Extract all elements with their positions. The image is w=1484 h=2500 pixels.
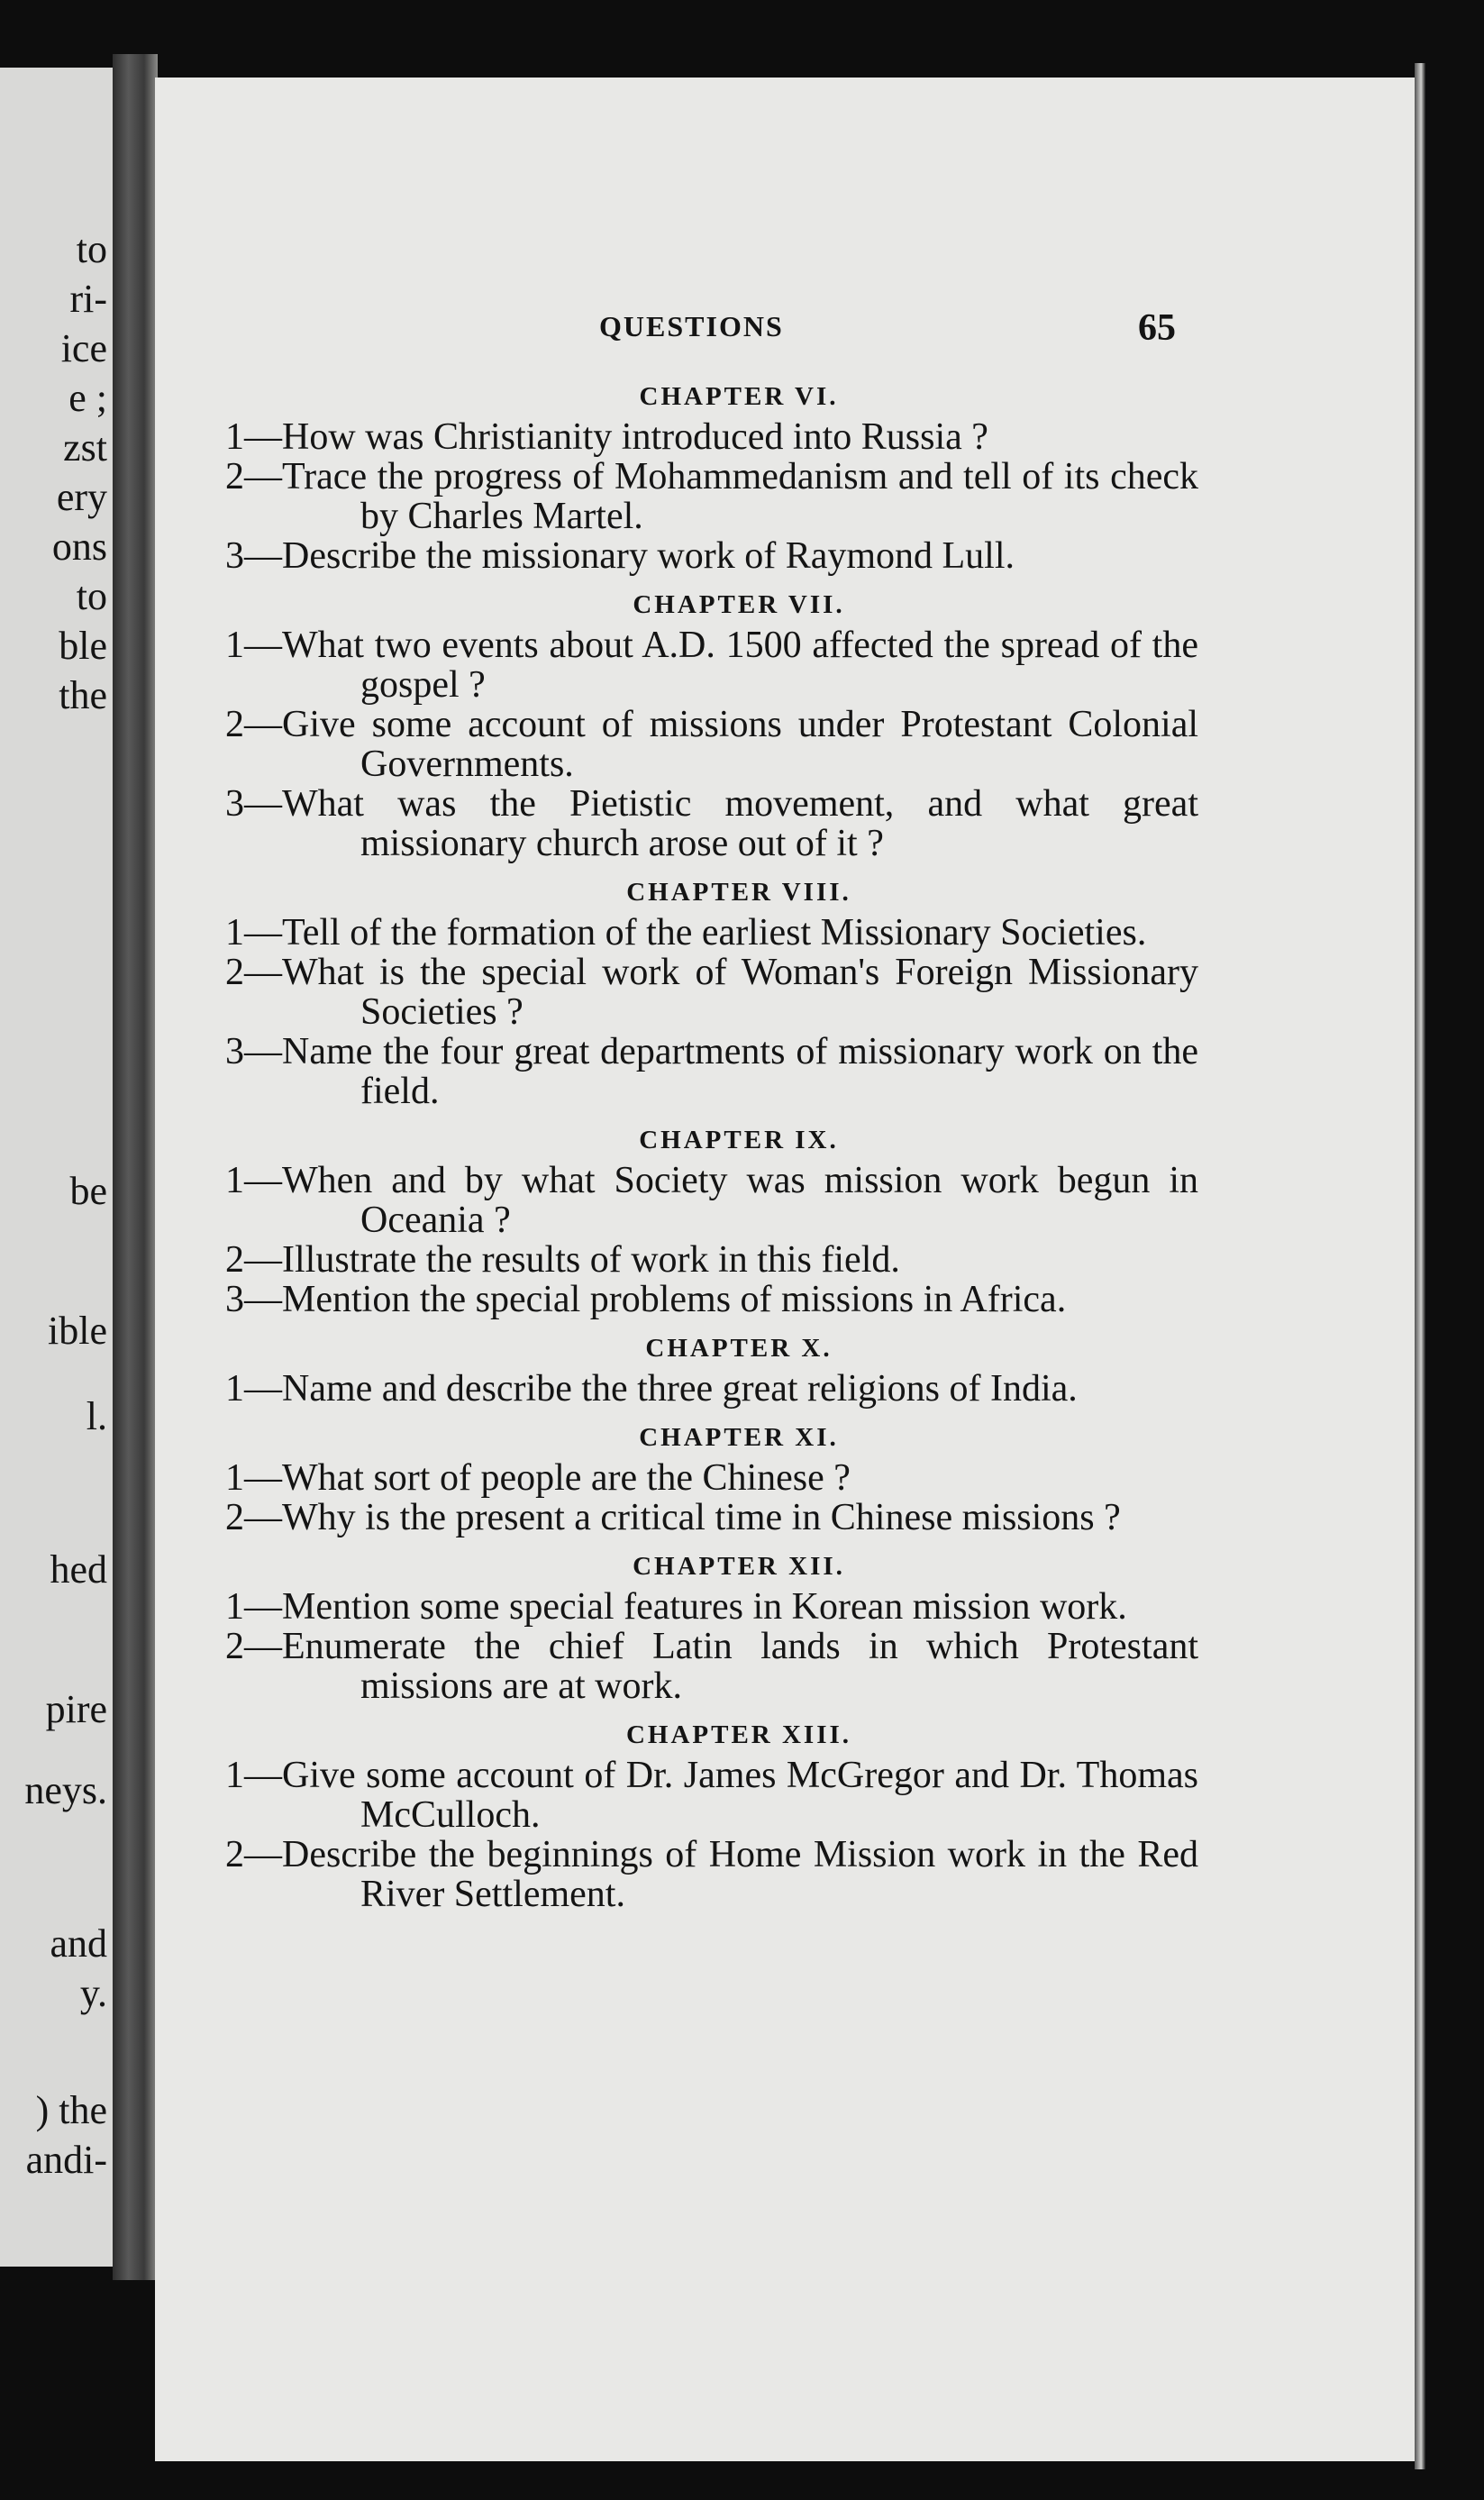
left-page-fragment: andi- xyxy=(25,2138,107,2182)
question-text: Illustrate the results of work in this field. xyxy=(282,1239,900,1281)
question-number: 3— xyxy=(225,1031,282,1072)
question-text: What two events about A.D. 1500 affected the spread of the gospel ? xyxy=(282,625,1198,706)
question-number: 1— xyxy=(225,625,282,666)
left-page-fragment: ible xyxy=(48,1309,107,1353)
chapter-heading: CHAPTER XIII. xyxy=(625,1720,852,1749)
question-text: Name the four great departments of missionary work on the field. xyxy=(282,1031,1198,1112)
chapter-heading: CHAPTER XII. xyxy=(633,1552,845,1581)
chapter-heading: CHAPTER XI. xyxy=(639,1423,839,1452)
question-text: Give some account of Dr. James McGregor and Dr. Thomas McCulloch. xyxy=(282,1755,1198,1836)
question-number: 2— xyxy=(225,1497,282,1538)
page-edge xyxy=(1415,63,1425,2469)
chapter-heading: CHAPTER VI. xyxy=(639,382,839,411)
chapter-heading: CHAPTER VIII. xyxy=(626,878,851,907)
question-item xyxy=(225,536,1198,576)
question-item xyxy=(225,1161,1198,1240)
book-gutter xyxy=(113,54,158,2280)
question-number: 2— xyxy=(225,704,282,745)
question-number: 1— xyxy=(225,1586,282,1628)
question-number: 1— xyxy=(225,1457,282,1499)
left-page-fragment: hed xyxy=(50,1547,107,1592)
left-page-fragment: ) the xyxy=(35,2088,107,2132)
question-item xyxy=(225,913,1198,953)
left-page-fragment: be xyxy=(69,1169,107,1213)
chapter-heading: CHAPTER IX. xyxy=(639,1126,839,1154)
question-number: 3— xyxy=(225,783,282,825)
question-number: 3— xyxy=(225,1279,282,1320)
question-item xyxy=(225,1756,1198,1835)
left-page-fragment: ons xyxy=(51,525,107,569)
question-number: 2— xyxy=(225,1834,282,1875)
question-text: When and by what Society was mission work begun in Oceania ? xyxy=(282,1160,1198,1241)
left-page-fragment: the xyxy=(59,673,107,717)
question-item xyxy=(225,457,1198,536)
question-text: Describe the beginnings of Home Mission work in the Red River Settlement. xyxy=(282,1834,1198,1915)
left-page-fragment: to xyxy=(76,227,107,271)
left-page-fragment: ble xyxy=(59,624,107,668)
question-number: 2— xyxy=(225,952,282,993)
question-item xyxy=(225,953,1198,1032)
chapter-heading: CHAPTER X. xyxy=(645,1334,833,1363)
question-item xyxy=(225,1458,1198,1498)
question-text: Describe the missionary work of Raymond Lull. xyxy=(282,535,1015,577)
question-text: Mention some special features in Korean mission work. xyxy=(282,1586,1127,1628)
question-item xyxy=(225,705,1198,784)
page-number: 65 xyxy=(1138,307,1176,349)
left-page-fragment: ery xyxy=(56,475,107,519)
question-text: What was the Pietistic movement, and what great missionary church arose out of it ? xyxy=(282,783,1198,864)
question-text: How was Christianity introduced into Russia ? xyxy=(282,416,988,458)
left-page-fragment: zst xyxy=(63,425,107,470)
question-item xyxy=(225,1498,1198,1537)
left-page-fragment: pire xyxy=(45,1687,107,1731)
question-number: 3— xyxy=(225,535,282,577)
question-text: Enumerate the chief Latin lands in which Protestant missions are at work. xyxy=(282,1626,1198,1707)
question-item xyxy=(225,1587,1198,1627)
question-text: Why is the present a critical time in Chinese missions ? xyxy=(282,1497,1121,1538)
question-item xyxy=(225,784,1198,863)
question-item xyxy=(225,1032,1198,1111)
left-page-fragment: l. xyxy=(86,1394,107,1438)
question-number: 2— xyxy=(225,1239,282,1281)
question-number: 1— xyxy=(225,912,282,953)
question-item xyxy=(225,1627,1198,1706)
question-number: 1— xyxy=(225,1160,282,1201)
questions-section xyxy=(225,368,1198,1914)
question-number: 2— xyxy=(225,456,282,497)
question-number: 1— xyxy=(225,416,282,458)
left-page-fragment: to xyxy=(76,574,107,618)
question-item xyxy=(225,625,1198,705)
left-page-fragment: ri- xyxy=(69,277,107,321)
question-number: 1— xyxy=(225,1755,282,1796)
question-item xyxy=(225,1369,1198,1409)
question-item xyxy=(225,1240,1198,1280)
question-item xyxy=(225,417,1198,457)
left-page-fragment: y. xyxy=(79,1971,107,2015)
chapter-heading: CHAPTER VII. xyxy=(633,590,845,619)
question-number: 2— xyxy=(225,1626,282,1667)
left-page-fragment: ice xyxy=(60,326,107,370)
left-page-fragment: and xyxy=(50,1921,107,1966)
question-text: Tell of the formation of the earliest Missionary Societies. xyxy=(282,912,1147,953)
question-text: Trace the progress of Mohammedanism and tell of its check by Charles Martel. xyxy=(282,456,1198,537)
question-text: Give some account of missions under Protestant Colonial Governments. xyxy=(282,704,1198,785)
question-number: 1— xyxy=(225,1368,282,1410)
question-text: What sort of people are the Chinese ? xyxy=(282,1457,851,1499)
question-item xyxy=(225,1280,1198,1319)
page-header xyxy=(599,306,1176,351)
question-text: Name and describe the three great religions of India. xyxy=(282,1368,1078,1410)
left-page-fragment: neys. xyxy=(24,1768,107,1812)
question-text: Mention the special problems of missions in Africa. xyxy=(282,1279,1067,1320)
question-item xyxy=(225,1835,1198,1914)
left-page-edge xyxy=(0,68,113,2267)
left-page-fragment: e ; xyxy=(68,376,107,420)
question-text: What is the special work of Woman's Foreign Missionary Societies ? xyxy=(282,952,1198,1033)
running-head: QUESTIONS xyxy=(599,310,784,342)
